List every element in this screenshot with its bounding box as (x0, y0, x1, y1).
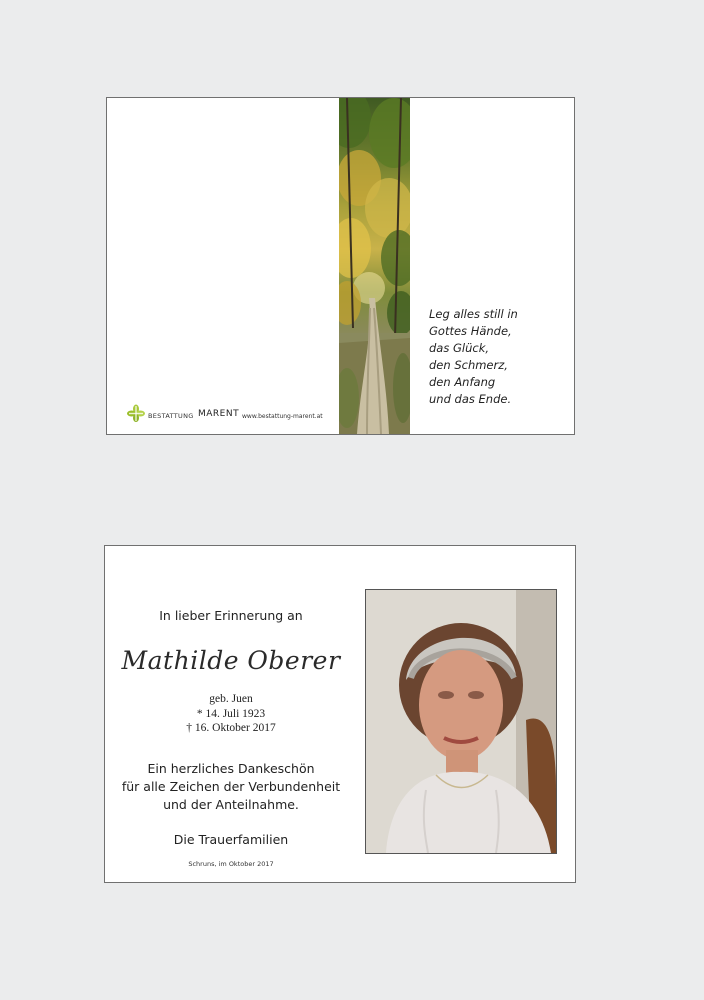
thanks-line: und der Anteilnahme. (163, 797, 299, 812)
logo-prefix: BESTATTUNG (148, 412, 194, 420)
poem-line: den Schmerz, (429, 358, 508, 372)
poem-line: Gottes Hände, (429, 324, 512, 338)
thanks-line: Ein herzliches Dankeschön (147, 761, 315, 776)
front-card (106, 97, 575, 435)
forest-path-image (339, 98, 410, 434)
portrait-photo (365, 589, 557, 854)
logo-url: www.bestattung-marent.at (242, 413, 323, 420)
birth-date: * 14. Juli 1923 (196, 707, 266, 720)
thanks-line: für alle Zeichen der Verbundenheit (121, 779, 341, 794)
deceased-name: Mathilde Oberer (121, 646, 341, 675)
memorial-text (105, 546, 357, 882)
intro-text: In lieber Erinnerung an (159, 608, 303, 623)
life-dates (105, 692, 357, 736)
cross-leaf-icon (127, 404, 145, 422)
poem-line: Leg alles still in (429, 307, 518, 321)
poem-line: den Anfang (429, 375, 496, 389)
poem-line: das Glück, (429, 341, 490, 355)
inside-card (104, 545, 576, 883)
place-date: Schruns, im Oktober 2017 (188, 860, 274, 868)
families-signature: Die Trauerfamilien (173, 832, 289, 847)
death-date: † 16. Oktober 2017 (186, 722, 276, 734)
poem-line: und das Ende. (429, 392, 512, 406)
maiden-name: geb. Juen (209, 693, 253, 705)
poem (429, 306, 569, 408)
thanks-text (105, 760, 357, 814)
logo-brand: MARENT (198, 409, 240, 419)
